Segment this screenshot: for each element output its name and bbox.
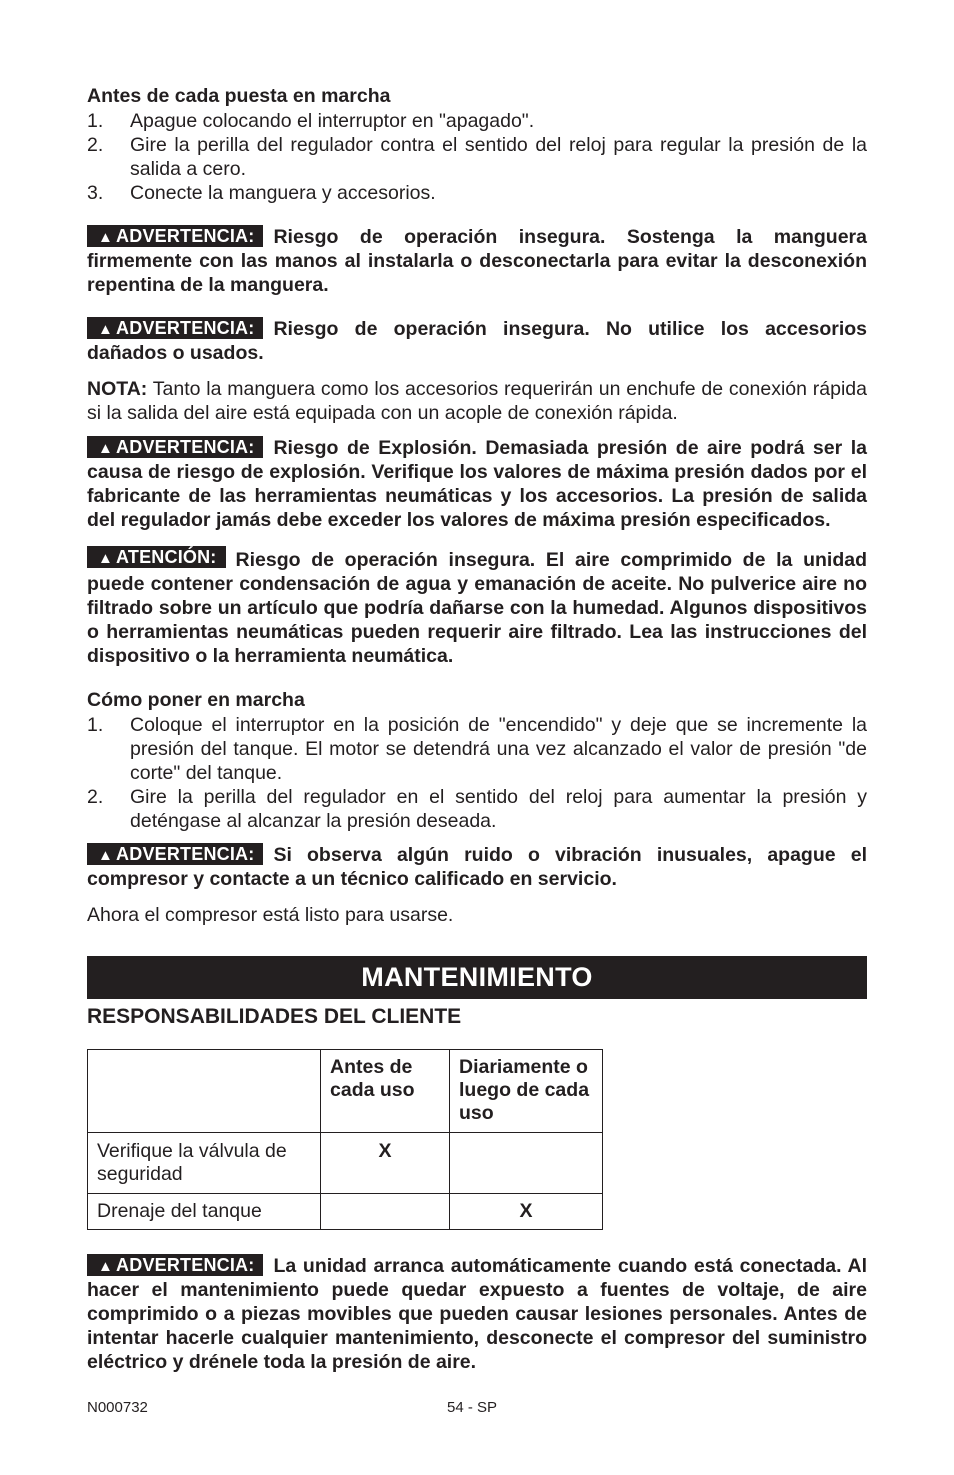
step-number: 2. — [87, 134, 104, 156]
table-header-cell: Diariamente o luego de cada uso — [450, 1050, 603, 1133]
table-cell: Verifique la válvula de seguridad — [88, 1133, 321, 1194]
responsibilities-table — [87, 1049, 603, 1230]
step-text: Gire la perilla del regulador contra el sentido del reloj para regular la presión de la salida a cero. — [130, 134, 867, 180]
warning-badge: ▲ ADVERTENCIA: — [87, 843, 263, 865]
list-item — [87, 181, 867, 205]
list-item — [87, 713, 867, 785]
table-header-cell: Antes de cada uso — [321, 1050, 450, 1133]
warning-text: Riesgo de Explosión. Demasiada presión de aire podrá ser la causa de riesgo de explosión. Verifique los valores de máxima presión dados por el fabricante de las herramientas neumáticas y los accesorios. La presión de salida del regulador jamás debe exceder los valores de máxima presión especificados. — [87, 437, 867, 531]
subheading: RESPONSABILIDADES DEL CLIENTE — [87, 1005, 462, 1028]
caution-badge: ▲ ATENCIÓN: — [87, 546, 226, 568]
table-header-cell — [88, 1050, 321, 1133]
step-text: Coloque el interruptor en la posición de "encendido" y deje que se incremente la presión del tanque. El motor se detendrá una vez alcanzado el valor de presión "de corte" del tanque. — [130, 714, 867, 784]
table-cell — [450, 1133, 603, 1194]
table-cell: X — [321, 1133, 450, 1194]
warning-triangle-icon: ▲ — [98, 321, 114, 338]
before-start-steps — [87, 109, 867, 205]
warning-text: Si observa algún ruido o vibración inusuales, apague el compresor y contacte a un técnico calificado en servicio. — [87, 844, 867, 890]
table-cell: Drenaje del tanque — [88, 1194, 321, 1230]
warning-badge: ▲ ADVERTENCIA: — [87, 1254, 263, 1276]
step-number: 2. — [87, 786, 104, 808]
step-number: 3. — [87, 182, 104, 204]
warning-triangle-icon: ▲ — [98, 229, 114, 246]
caution-block — [87, 546, 867, 668]
list-item — [87, 785, 867, 833]
warning-triangle-icon: ▲ — [98, 847, 114, 864]
step-number: 1. — [87, 714, 104, 736]
table-header-row — [88, 1050, 603, 1133]
step-text: Apague colocando el interruptor en "apagado". — [130, 110, 535, 132]
section-heading-before-start: Antes de cada puesta en marcha — [87, 85, 391, 107]
step-number: 1. — [87, 110, 104, 132]
table-row — [88, 1194, 603, 1230]
warning-badge: ▲ ADVERTENCIA: — [87, 225, 263, 247]
start-up-steps — [87, 713, 867, 833]
step-text: Gire la perilla del regulador en el sentido del reloj para aumentar la presión y deténgase al alcanzar la presión deseada. — [130, 786, 867, 832]
warning-block — [87, 225, 867, 297]
warning-text: La unidad arranca automáticamente cuando está conectada. Al hacer el mantenimiento puede quedar expuesto a fuentes de voltaje, de aire comprimido o a piezas movibles que pueden causar lesiones personales. Antes de intentar hacerle cualquier mantenimiento, desconecte el compresor del suministro eléctrico y drénele toda la presión de aire. — [87, 1255, 867, 1373]
caution-text: Riesgo de operación insegura. El aire comprimido de la unidad puede contener condensación de agua y emanación de aceite. No pulverice aire no filtrado sobre un artículo que podría dañarse con la humedad. Algunos dispositivos o herramientas neumáticas pueden requerir aire filtrado. Lea las instrucciones del dispositivo o la herramienta neumática. — [87, 549, 867, 667]
warning-block — [87, 317, 867, 365]
step-text: Conecte la manguera y accesorios. — [130, 182, 436, 204]
warning-badge: ▲ ADVERTENCIA: — [87, 317, 263, 339]
warning-block — [87, 1254, 867, 1374]
warning-triangle-icon: ▲ — [98, 440, 114, 457]
warning-triangle-icon: ▲ — [98, 550, 114, 567]
table-row — [88, 1133, 603, 1194]
section-heading-start-up: Cómo poner en marcha — [87, 689, 305, 711]
warning-triangle-icon: ▲ — [98, 1258, 114, 1275]
page-content — [87, 84, 867, 1374]
warning-badge: ▲ ADVERTENCIA: — [87, 436, 263, 458]
table-cell — [321, 1194, 450, 1230]
note-label: NOTA: — [87, 378, 148, 400]
list-item — [87, 109, 867, 133]
footer-doc-code: N000732 — [87, 1399, 148, 1416]
section-banner: MANTENIMIENTO — [87, 956, 867, 999]
ready-text: Ahora el compresor está listo para usarse. — [87, 904, 454, 926]
note-block — [87, 377, 867, 425]
warning-block — [87, 436, 867, 532]
note-text: Tanto la manguera como los accesorios requerirán un enchufe de conexión rápida si la salida del aire está equipada con un acople de conexión rápida. — [87, 378, 867, 424]
warning-text: Riesgo de operación insegura. Sostenga la manguera firmemente con las manos al instalarla o desconectarla para evitar la desconexión repentina de la manguera. — [87, 226, 867, 296]
warning-text: Riesgo de operación insegura. No utilice los accesorios dañados o usados. — [87, 318, 867, 364]
table-cell: X — [450, 1194, 603, 1230]
footer-page-number: 54 - SP — [447, 1399, 498, 1416]
warning-block — [87, 843, 867, 891]
list-item — [87, 133, 867, 181]
